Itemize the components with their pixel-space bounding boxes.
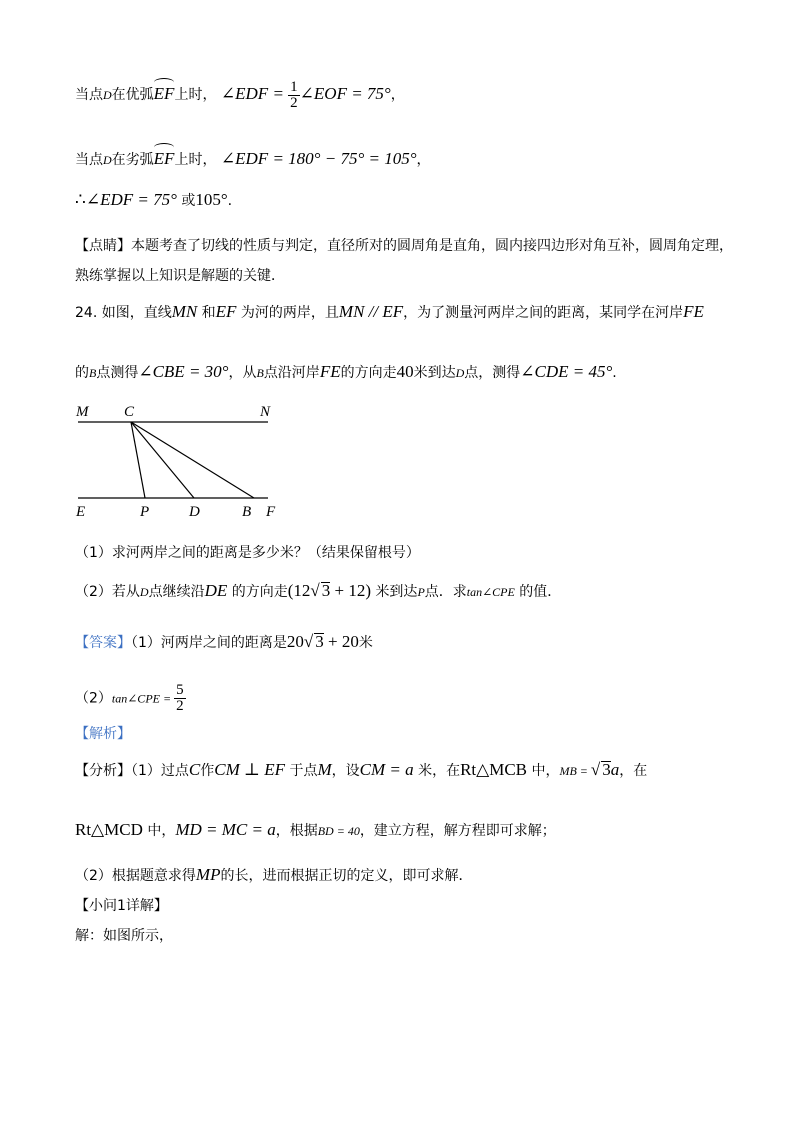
segment-cb: [131, 422, 254, 498]
label-e: E: [76, 504, 86, 520]
analysis-line-2: Rt△MCD 中，MD = MC = a，根据BD = 40，建立方程，解方程即可求解；: [75, 820, 556, 839]
jiexi-tag: 【解析】: [75, 726, 131, 742]
answer-tag: 【答案】: [75, 635, 131, 651]
dianjing-line-1: 【点睛】本题考查了切线的性质与判定，直径所对的圆周角是直角，圆内接四边形对角互补，圆周角定理，: [75, 238, 733, 254]
label-n: N: [260, 404, 271, 420]
label-m: M: [76, 404, 89, 420]
question-24-line-1: 24. 如图，直线MN 和EF 为河的两岸，且MN // EF，为了测量河两岸之间的距离，某同学在河岸FE: [75, 302, 704, 321]
segment-cp: [131, 422, 145, 498]
label-f: F: [266, 504, 276, 520]
label-p: P: [140, 504, 150, 520]
answer-1: 【答案】（1）河两岸之间的距离是20√ 3 + 20米: [75, 632, 373, 651]
fraction-five-halves: $\frac{5}{2}$: [176, 682, 184, 714]
question-24-line-2: 的B点测得∠CBE = 30°，从B点沿河岸FE的方向走40米到达D点，测得∠CDE = 45°.: [75, 362, 617, 381]
analysis-line-3: （2）根据题意求得MP的长，进而根据正切的定义，即可求解．: [75, 865, 473, 884]
sub-question-1-detail-tag: 【小问1详解】: [75, 898, 168, 914]
solution-start: 解：如图所示，: [75, 928, 173, 944]
dianjing-line-2: 熟练掌握以上知识是解题的关键．: [75, 268, 285, 284]
label-b: B: [242, 504, 252, 520]
segment-cd: [131, 422, 194, 498]
answer-2: （2）tan∠CPE = $\frac{5}{2}$: [75, 682, 184, 714]
river-figure: [70, 400, 280, 520]
case-minor-arc: 当点D在劣弧EF上时， ∠EDF = 180° − 75° = 105°，: [75, 143, 431, 170]
arc-ef: EF: [154, 78, 175, 104]
sub-question-1: （1）求河两岸之间的距离是多少米？（结果保留根号）: [75, 545, 420, 561]
conclusion-line: ∴∠EDF = 75° 或105°.: [75, 190, 233, 209]
analysis-line-1: 【分析】（1）过点C作CM ⊥ EF 于点M，设CM = a 米，在Rt△MCB 中，MB = √ 3a，在: [75, 760, 648, 779]
fraction-half: $\frac{1}{2}$: [290, 78, 298, 111]
sub-question-2: （2）若从D点继续沿DE 的方向走(12√ 3 + 12) 米到达P点．求tan∠CPE 的值．: [75, 581, 562, 600]
case-major-arc: 当点D在优弧EF上时， ∠EDF = $\frac{1}{2}$ ∠EOF = 75°，: [75, 78, 405, 111]
label-d: D: [189, 504, 200, 520]
label-c: C: [124, 404, 135, 420]
